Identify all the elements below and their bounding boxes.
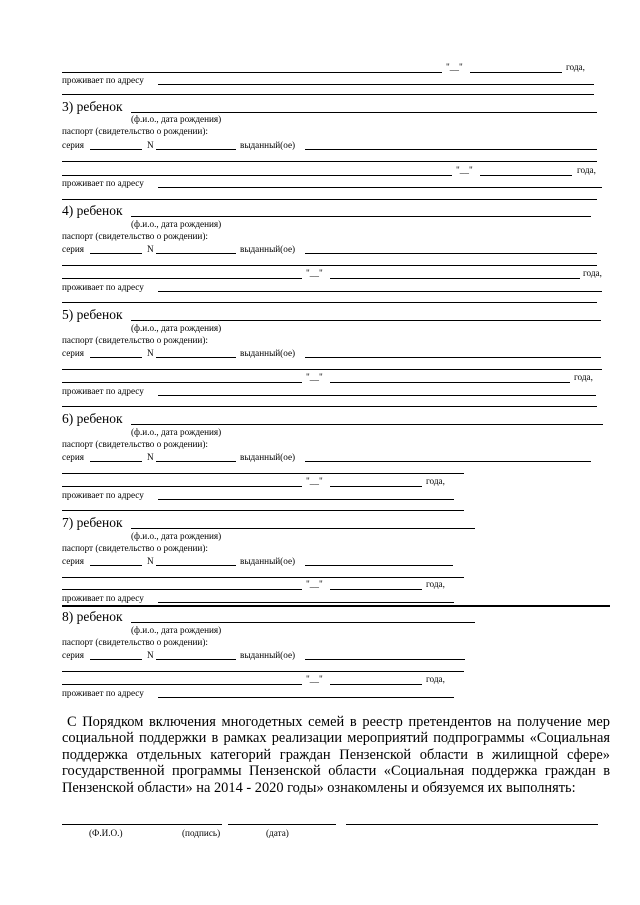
child-name-line[interactable]	[131, 320, 601, 321]
fill-line[interactable]	[62, 302, 597, 303]
fill-line[interactable]	[62, 510, 464, 511]
child-name-line[interactable]	[131, 424, 603, 425]
address-line[interactable]	[158, 602, 454, 603]
fill-line[interactable]	[62, 72, 442, 73]
date-quote: "__"	[446, 62, 463, 72]
child-name-line[interactable]	[131, 622, 475, 623]
child-name-line[interactable]	[131, 528, 475, 529]
issued-label: выданный(ое)	[240, 650, 296, 660]
date-quote: "__"	[306, 579, 323, 589]
sign-caption: (подпись)	[182, 828, 221, 838]
number-label: N	[147, 650, 154, 660]
address-line[interactable]	[158, 291, 602, 292]
date-quote: "__"	[306, 674, 323, 684]
child-title: 4) ребенок	[62, 203, 123, 218]
fio-caption: (Ф.И.О.)	[89, 828, 123, 838]
fill-line[interactable]	[62, 265, 597, 266]
year-label: года,	[426, 674, 445, 684]
fill-line[interactable]	[62, 382, 302, 383]
series-label: серия	[62, 650, 85, 660]
date-quote: "__"	[306, 476, 323, 486]
fio-dob-caption: (ф.и.о., дата рождения)	[131, 219, 222, 229]
issued-label: выданный(ое)	[240, 140, 296, 150]
number-line[interactable]	[156, 461, 236, 462]
fill-line[interactable]	[62, 589, 302, 590]
series-label: серия	[62, 452, 85, 462]
section-divider	[62, 605, 610, 607]
number-label: N	[147, 452, 154, 462]
address-label: проживает по адресу	[62, 688, 144, 698]
date-quote: "__"	[306, 372, 323, 382]
address-label: проживает по адресу	[62, 490, 144, 500]
fill-line[interactable]	[330, 486, 422, 487]
year-label: года,	[566, 62, 585, 72]
passport-label: паспорт (свидетельство о рождении):	[62, 543, 208, 553]
date-caption: (дата)	[266, 828, 289, 838]
issued-line[interactable]	[305, 253, 597, 254]
passport-label: паспорт (свидетельство о рождении):	[62, 439, 208, 449]
fill-line[interactable]	[62, 278, 302, 279]
fill-line[interactable]	[480, 175, 572, 176]
year-label: года,	[583, 268, 602, 278]
number-line[interactable]	[156, 357, 236, 358]
series-label: серия	[62, 556, 85, 566]
series-line[interactable]	[90, 461, 142, 462]
fill-line[interactable]	[62, 94, 594, 95]
fio-signature-line[interactable]	[62, 824, 222, 825]
passport-label: паспорт (свидетельство о рождении):	[62, 231, 208, 241]
address-line[interactable]	[158, 84, 594, 85]
address-line[interactable]	[158, 499, 454, 500]
address-label: проживает по адресу	[62, 75, 144, 85]
passport-label: паспорт (свидетельство о рождении):	[62, 126, 208, 136]
address-line[interactable]	[158, 395, 596, 396]
passport-label: паспорт (свидетельство о рождении):	[62, 637, 208, 647]
child-title: 5) ребенок	[62, 307, 123, 322]
fill-line[interactable]	[62, 577, 464, 578]
child-name-line[interactable]	[131, 112, 597, 113]
fill-line[interactable]	[62, 369, 602, 370]
address-line[interactable]	[158, 697, 454, 698]
date-quote: "__"	[306, 268, 323, 278]
number-line[interactable]	[156, 253, 236, 254]
number-label: N	[147, 140, 154, 150]
issued-label: выданный(ое)	[240, 244, 296, 254]
fill-line[interactable]	[62, 199, 597, 200]
year-label: года,	[426, 476, 445, 486]
number-line[interactable]	[156, 565, 236, 566]
child-title: 6) ребенок	[62, 411, 123, 426]
fio-dob-caption: (ф.и.о., дата рождения)	[131, 531, 222, 541]
issued-line[interactable]	[305, 565, 453, 566]
fill-line[interactable]	[62, 161, 597, 162]
child-title: 7) ребенок	[62, 515, 123, 530]
issued-line[interactable]	[305, 659, 465, 660]
series-label: серия	[62, 244, 85, 254]
series-line[interactable]	[90, 149, 142, 150]
issued-line[interactable]	[305, 461, 591, 462]
year-label: года,	[577, 165, 596, 175]
address-label: проживает по адресу	[62, 282, 144, 292]
year-label: года,	[426, 579, 445, 589]
number-label: N	[147, 556, 154, 566]
issued-label: выданный(ое)	[240, 556, 296, 566]
child-title: 8) ребенок	[62, 609, 123, 624]
child-name-line[interactable]	[131, 216, 591, 217]
issued-label: выданный(ое)	[240, 348, 296, 358]
fio-dob-caption: (ф.и.о., дата рождения)	[131, 114, 222, 124]
issued-label: выданный(ое)	[240, 452, 296, 462]
series-label: серия	[62, 140, 85, 150]
fill-line[interactable]	[330, 589, 422, 590]
fill-line[interactable]	[62, 684, 302, 685]
address-label: проживает по адресу	[62, 178, 144, 188]
number-label: N	[147, 348, 154, 358]
fio-dob-caption: (ф.и.о., дата рождения)	[131, 323, 222, 333]
fill-line[interactable]	[62, 671, 464, 672]
number-line[interactable]	[156, 659, 236, 660]
date-quote: "__"	[456, 165, 473, 175]
series-line[interactable]	[90, 357, 142, 358]
address-label: проживает по адресу	[62, 593, 144, 603]
child-title: 3) ребенок	[62, 99, 123, 114]
fill-line[interactable]	[62, 473, 464, 474]
fio-dob-caption: (ф.и.о., дата рождения)	[131, 427, 222, 437]
fill-line[interactable]	[470, 72, 562, 73]
address-label: проживает по адресу	[62, 386, 144, 396]
date-signature-line[interactable]	[346, 824, 598, 825]
fill-line[interactable]	[330, 382, 570, 383]
fill-line[interactable]	[62, 175, 452, 176]
series-line[interactable]	[90, 659, 142, 660]
fill-line[interactable]	[62, 406, 597, 407]
fill-line[interactable]	[330, 278, 580, 279]
series-line[interactable]	[90, 253, 142, 254]
address-line[interactable]	[158, 187, 602, 188]
series-label: серия	[62, 348, 85, 358]
sign-signature-line[interactable]	[228, 824, 336, 825]
passport-label: паспорт (свидетельство о рождении):	[62, 335, 208, 345]
fill-line[interactable]	[330, 684, 422, 685]
series-line[interactable]	[90, 565, 142, 566]
year-label: года,	[574, 372, 593, 382]
fill-line[interactable]	[62, 486, 302, 487]
fio-dob-caption: (ф.и.о., дата рождения)	[131, 625, 222, 635]
number-line[interactable]	[156, 149, 236, 150]
issued-line[interactable]	[305, 149, 597, 150]
number-label: N	[147, 244, 154, 254]
issued-line[interactable]	[305, 357, 601, 358]
statement-paragraph: С Порядком включения многодетных семей в реестр претендентов на получение мер социальной поддержки в рамках реализации мероприятий подпрограммы «Социальная поддержка отдельных категорий граждан Пензенской области в жилищной сфере» государственной программы Пензенской области «Социальная поддержка граждан в Пензенской области» на 2014 - 2020 годы» ознакомлены и обязуемся их выполнять:	[62, 714, 610, 796]
